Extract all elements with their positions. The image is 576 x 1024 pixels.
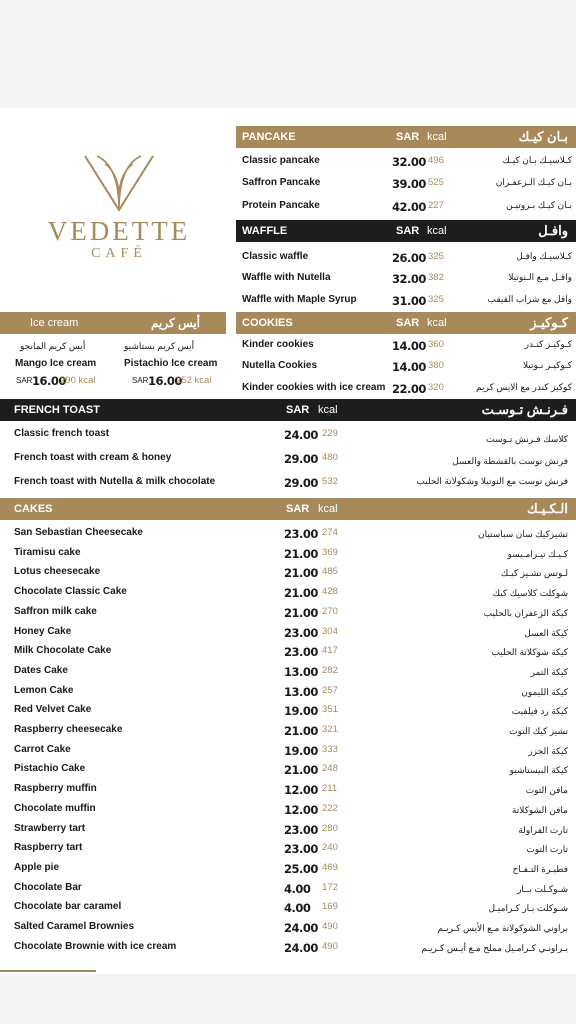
list-item bbox=[14, 763, 574, 777]
mango-kcal: 290 kcal bbox=[60, 375, 96, 386]
item-name: Saffron Pancake bbox=[242, 177, 321, 188]
item-name: Raspberry tart bbox=[14, 842, 83, 854]
list-item bbox=[14, 803, 574, 817]
pancake-sar-label: SAR bbox=[396, 131, 420, 143]
item-name: Classic waffle bbox=[242, 251, 309, 262]
item-name-ar: مافن التوت bbox=[525, 785, 568, 796]
item-kcal: 382 bbox=[428, 272, 444, 283]
item-kcal: 282 bbox=[322, 664, 338, 676]
item-name-ar: شـوكـلت بــار bbox=[517, 883, 568, 894]
item-name-ar: كيكة التمر bbox=[530, 666, 568, 677]
cookies-title: COOKIES bbox=[242, 317, 293, 329]
item-name: Tiramisu cake bbox=[14, 546, 81, 558]
item-name-ar: تارت الفراولة bbox=[518, 824, 568, 835]
item-kcal: 270 bbox=[322, 605, 338, 617]
item-price: 23.00 bbox=[284, 625, 318, 640]
item-name: Raspberry muffin bbox=[14, 783, 97, 795]
item-kcal: 480 bbox=[322, 452, 338, 463]
item-name: Carrot Cake bbox=[14, 743, 71, 755]
cakes-header bbox=[0, 498, 576, 520]
item-name-ar: تارت التوت bbox=[526, 844, 568, 855]
item-name-ar: تشيز كيك التوت bbox=[509, 726, 568, 736]
list-item bbox=[14, 941, 574, 955]
list-item bbox=[242, 272, 576, 286]
item-name: Salted Caramel Brownies bbox=[14, 921, 135, 932]
pistachio-currency: SAR bbox=[132, 376, 149, 385]
item-name: Protein Pancake bbox=[242, 200, 320, 211]
item-price: 24.00 bbox=[284, 921, 318, 935]
item-price: 29.00 bbox=[284, 476, 318, 490]
item-kcal: 222 bbox=[322, 802, 338, 814]
icecream-title: Ice cream bbox=[30, 317, 79, 329]
item-price: 21.00 bbox=[284, 605, 318, 620]
item-price: 4.00 bbox=[284, 881, 311, 896]
list-item bbox=[14, 586, 574, 600]
item-name-ar: كـلاسيـك وافـل bbox=[516, 251, 572, 261]
item-kcal: 211 bbox=[322, 783, 338, 795]
item-name: Chocolate Brownie with ice cream bbox=[14, 940, 177, 952]
item-name: Chocolate muffin bbox=[14, 802, 96, 814]
pancake-kcal-label: kcal bbox=[427, 131, 447, 143]
item-name: Pistachio Cake bbox=[14, 763, 86, 775]
item-price: 29.00 bbox=[284, 452, 318, 466]
list-item bbox=[14, 882, 574, 896]
item-name: French toast with Nutella & milk chocolate bbox=[14, 476, 216, 487]
item-kcal: 417 bbox=[322, 645, 338, 657]
item-name: Classic pancake bbox=[242, 155, 320, 166]
frenchtoast-header bbox=[0, 399, 576, 421]
item-price: 25.00 bbox=[284, 861, 318, 876]
item-kcal: 240 bbox=[322, 842, 338, 854]
item-name: Lemon Cake bbox=[14, 684, 74, 696]
item-name: Chocolate Bar bbox=[14, 881, 82, 893]
item-name: French toast with cream & honey bbox=[14, 452, 172, 463]
cookies-sar-label: SAR bbox=[396, 317, 420, 329]
item-name-ar: شوكلت كلاسيك كيك bbox=[492, 588, 568, 599]
item-name-ar: كيكة العسل bbox=[524, 627, 568, 638]
waffle-title-ar: وافـل bbox=[538, 223, 568, 238]
item-price: 23.00 bbox=[284, 822, 318, 837]
item-name-ar: وافل مع شراب القيقب bbox=[487, 294, 572, 304]
item-kcal: 274 bbox=[322, 527, 338, 538]
item-kcal: 351 bbox=[322, 704, 338, 716]
pancake-header bbox=[236, 126, 576, 148]
item-name: Apple pie bbox=[14, 861, 60, 873]
cookies-kcal-label: kcal bbox=[427, 317, 447, 329]
item-price: 21.00 bbox=[284, 566, 318, 581]
list-item bbox=[14, 823, 574, 837]
list-item bbox=[14, 901, 574, 915]
brand-sub: CAFÉ bbox=[91, 246, 147, 261]
item-name-ar: براوني الشوكولاتة مـع الأيس كـريـم bbox=[437, 923, 568, 933]
item-name-ar: كيكة شوكلاتة الحليب bbox=[491, 647, 568, 658]
item-price: 23.00 bbox=[284, 527, 318, 541]
mango-name: Mango Ice cream bbox=[15, 358, 97, 369]
item-price: 42.00 bbox=[392, 200, 426, 214]
item-name: Kinder cookies bbox=[242, 339, 314, 350]
item-price: 23.00 bbox=[284, 645, 318, 660]
item-kcal: 325 bbox=[428, 294, 444, 305]
list-item bbox=[14, 744, 574, 758]
item-kcal: 490 bbox=[322, 940, 338, 952]
waffle-sar-label: SAR bbox=[396, 225, 420, 237]
list-item bbox=[242, 382, 576, 396]
item-price: 19.00 bbox=[284, 704, 318, 719]
item-kcal: 369 bbox=[322, 546, 338, 558]
list-item bbox=[14, 606, 574, 620]
mango-currency: SAR bbox=[16, 376, 33, 385]
footer-divider bbox=[0, 970, 96, 972]
list-item bbox=[14, 527, 574, 541]
item-price: 13.00 bbox=[284, 664, 318, 679]
item-name: Waffle with Maple Syrup bbox=[242, 294, 357, 305]
list-item bbox=[242, 251, 576, 265]
cakes-kcal-label: kcal bbox=[318, 503, 338, 515]
item-name-ar: كلاسك فـرنش تـوست bbox=[486, 434, 568, 444]
item-price: 32.00 bbox=[392, 155, 426, 169]
item-kcal: 496 bbox=[428, 155, 444, 166]
item-price: 32.00 bbox=[392, 272, 426, 286]
mango-price: 16.00 bbox=[32, 374, 66, 388]
item-price: 12.00 bbox=[284, 802, 318, 817]
frenchtoast-kcal-label: kcal bbox=[318, 404, 338, 416]
item-name: Strawberry tart bbox=[14, 822, 86, 834]
vedette-logo-icon bbox=[83, 152, 155, 214]
item-name: Chocolate bar caramel bbox=[14, 901, 122, 913]
item-kcal: 485 bbox=[322, 566, 338, 578]
item-name: San Sebastian Cheesecake bbox=[14, 527, 143, 538]
item-name-ar: تشيزكيك سان سباستيان bbox=[477, 529, 568, 539]
item-price: 14.00 bbox=[392, 360, 426, 374]
item-name: Chocolate Classic Cake bbox=[14, 586, 127, 598]
waffle-header bbox=[236, 220, 576, 242]
item-price: 21.00 bbox=[284, 724, 318, 738]
item-price: 24.00 bbox=[284, 428, 318, 442]
icecream-price-row bbox=[0, 374, 226, 388]
item-name: Raspberry cheesecake bbox=[14, 724, 123, 735]
item-name-ar: بـان كيـك بـروتيـن bbox=[506, 200, 572, 210]
brand-name: VEDETTE bbox=[47, 216, 191, 246]
list-item bbox=[14, 685, 574, 699]
item-name-ar: فرنش توست مع النوتيلا وشكولاتة الحليب bbox=[416, 476, 568, 486]
list-item bbox=[14, 452, 574, 466]
icecream-ar-row bbox=[0, 341, 226, 355]
list-item bbox=[14, 862, 574, 876]
item-kcal: 304 bbox=[322, 625, 338, 637]
item-name-ar: كوكيز كندر مع الايس كريم bbox=[476, 382, 572, 392]
pancake-title: PANCAKE bbox=[242, 131, 296, 143]
item-price: 21.00 bbox=[284, 546, 318, 561]
item-price: 23.00 bbox=[284, 842, 318, 857]
item-name: Honey Cake bbox=[14, 625, 72, 637]
item-kcal: 227 bbox=[428, 200, 444, 211]
pistachio-name-ar: أيس كريم بستاشيو bbox=[124, 341, 195, 351]
item-name-ar: بـراونـي كـرامـيل مملح مـع أيـس كـريـم bbox=[421, 942, 568, 953]
item-price: 21.00 bbox=[284, 763, 318, 778]
item-price: 31.00 bbox=[392, 294, 426, 308]
item-name-ar: كيكة الجزر bbox=[528, 745, 568, 756]
item-name-ar: فطيـرة التـفـاح bbox=[512, 863, 568, 874]
item-kcal: 333 bbox=[322, 743, 338, 755]
mango-name-ar: أيس كريم المانجو bbox=[20, 341, 86, 351]
item-name: Kinder cookies with ice cream bbox=[242, 382, 386, 393]
item-price: 24.00 bbox=[284, 940, 318, 955]
item-name-ar: كـوكيـز كنـدر bbox=[524, 339, 572, 349]
cakes-title-ar: الـكـيـك bbox=[526, 501, 568, 516]
list-item bbox=[14, 476, 574, 490]
item-name-ar: بـان كيـك الـزعفـران bbox=[495, 177, 572, 187]
item-kcal: 325 bbox=[428, 251, 444, 262]
item-name-ar: وافـل مـع الـنوتيلا bbox=[508, 272, 572, 282]
cookies-title-ar: كـوكيـز bbox=[530, 315, 568, 330]
item-name-ar: كـلاسيـك بـان كيـك bbox=[502, 155, 572, 165]
list-item bbox=[14, 645, 574, 659]
item-kcal: 257 bbox=[322, 684, 338, 696]
item-kcal: 532 bbox=[322, 476, 338, 487]
item-name-ar: مافن الشوكلاتة bbox=[511, 804, 568, 815]
item-kcal: 172 bbox=[322, 881, 338, 893]
icecream-header bbox=[0, 312, 226, 334]
list-item bbox=[242, 294, 576, 308]
item-name-ar: كيكة الليمون bbox=[521, 686, 568, 697]
cookies-header bbox=[236, 312, 576, 334]
menu-sheet bbox=[0, 108, 576, 974]
list-item bbox=[14, 547, 574, 561]
item-price: 19.00 bbox=[284, 743, 318, 758]
pistachio-name: Pistachio Ice cream bbox=[124, 358, 218, 369]
list-item bbox=[242, 155, 576, 169]
item-name-ar: كيكة البيستاشيو bbox=[509, 765, 568, 776]
icecream-en-row bbox=[0, 358, 226, 372]
list-item bbox=[14, 724, 574, 738]
item-name: Red Velvet Cake bbox=[14, 704, 92, 716]
frenchtoast-title-ar: فـرنـش تـوسـت bbox=[481, 402, 568, 417]
item-kcal: 280 bbox=[322, 822, 338, 834]
item-name-ar: لـوتس تشـيز كيـك bbox=[500, 568, 568, 579]
waffle-title: WAFFLE bbox=[242, 225, 288, 237]
item-kcal: 321 bbox=[322, 724, 338, 735]
item-price: 22.00 bbox=[392, 382, 426, 396]
frenchtoast-sar-label: SAR bbox=[286, 404, 310, 416]
list-item bbox=[14, 783, 574, 797]
item-name: Waffle with Nutella bbox=[242, 272, 331, 283]
list-item bbox=[14, 842, 574, 856]
item-name-ar: فرنش توست بالقشطة والعسل bbox=[452, 456, 568, 466]
item-kcal: 360 bbox=[428, 339, 444, 350]
pancake-title-ar: بـان كيـك bbox=[518, 129, 568, 144]
item-name: Milk Chocolate Cake bbox=[14, 645, 112, 657]
item-kcal: 428 bbox=[322, 586, 338, 598]
item-price: 13.00 bbox=[284, 684, 318, 699]
item-name: Dates Cake bbox=[14, 664, 68, 676]
frenchtoast-title: FRENCH TOAST bbox=[14, 404, 100, 416]
list-item bbox=[242, 339, 576, 353]
waffle-kcal-label: kcal bbox=[427, 225, 447, 237]
item-name-ar: كـيـك تيـرامـيسو bbox=[507, 548, 568, 559]
icecream-title-ar: أيس كريم bbox=[151, 316, 200, 330]
list-item bbox=[14, 626, 574, 640]
item-name-ar: كيكة رد فيلفيت bbox=[511, 706, 568, 717]
item-price: 4.00 bbox=[284, 901, 311, 916]
item-price: 14.00 bbox=[392, 339, 426, 353]
item-name: Saffron milk cake bbox=[14, 605, 97, 617]
list-item bbox=[14, 665, 574, 679]
item-price: 26.00 bbox=[392, 251, 426, 265]
item-price: 12.00 bbox=[284, 783, 318, 798]
list-item bbox=[14, 704, 574, 718]
list-item bbox=[14, 921, 574, 935]
item-price: 39.00 bbox=[392, 177, 426, 191]
item-kcal: 380 bbox=[428, 360, 444, 371]
list-item bbox=[242, 177, 576, 191]
pistachio-kcal: 252 kcal bbox=[176, 375, 212, 386]
item-name-ar: كيكة الزعفران بالحليب bbox=[483, 607, 568, 618]
item-kcal: 469 bbox=[322, 861, 338, 873]
item-kcal: 169 bbox=[322, 901, 338, 913]
list-item bbox=[14, 566, 574, 580]
cakes-title: CAKES bbox=[14, 503, 53, 515]
item-kcal: 229 bbox=[322, 428, 338, 439]
list-item bbox=[242, 200, 576, 214]
item-name: Classic french toast bbox=[14, 428, 110, 439]
list-item bbox=[14, 428, 574, 442]
item-name-ar: شـوكلت بـار كـراميـل bbox=[488, 903, 568, 914]
item-name-ar: كـوكيـز نـوتيلا bbox=[522, 360, 572, 370]
item-kcal: 490 bbox=[322, 921, 338, 932]
pistachio-price: 16.00 bbox=[148, 374, 182, 388]
item-name: Nutella Cookies bbox=[242, 360, 318, 371]
item-kcal: 248 bbox=[322, 763, 338, 775]
item-name: Lotus cheesecake bbox=[14, 566, 101, 578]
cakes-sar-label: SAR bbox=[286, 503, 310, 515]
list-item bbox=[242, 360, 576, 374]
item-price: 21.00 bbox=[284, 586, 318, 601]
item-kcal: 320 bbox=[428, 382, 444, 393]
item-kcal: 525 bbox=[428, 177, 444, 188]
